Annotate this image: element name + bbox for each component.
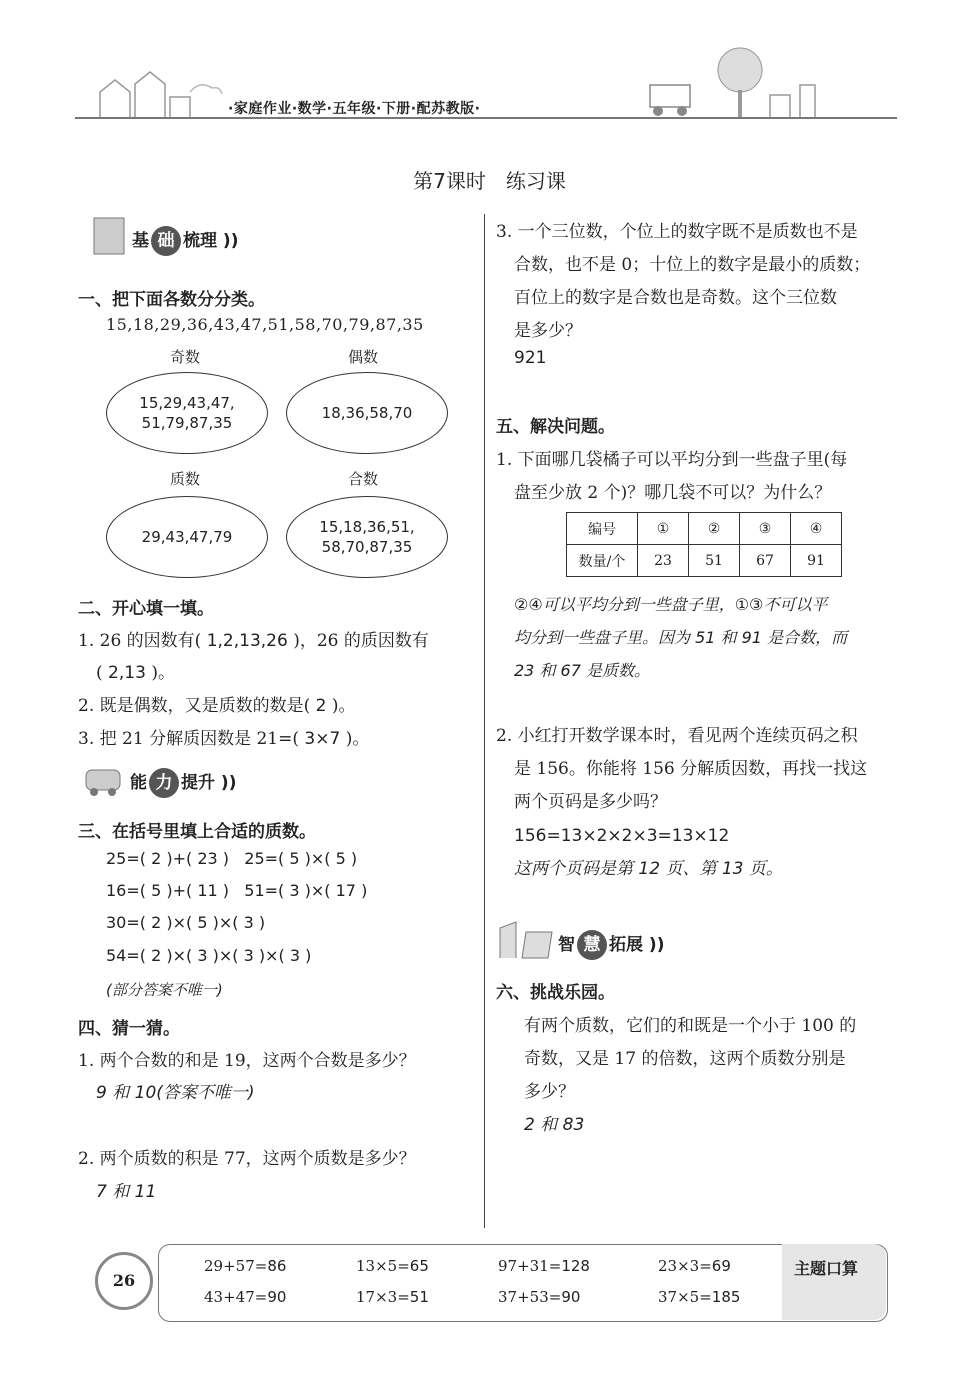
calc-2-4-a: 185 [711, 1288, 741, 1306]
s5-a2-line1: 156=13×2×2×3=13×12 [514, 826, 730, 846]
composite-label: 合数 [348, 470, 379, 488]
td-qty-label: 数量/个 [567, 545, 638, 577]
calc-1-1 [204, 1257, 286, 1275]
prime-label: 质数 [170, 470, 201, 488]
s2-q1-text-d: )。 [151, 663, 175, 683]
s3-row-2: 16=( 5 )+( 11 ) 51=( 3 )×( 17 ) [106, 881, 368, 900]
topic-title: 主题口算 [794, 1259, 859, 1278]
odd-oval: 15,29,43,47, 51,79,87,35 [106, 372, 268, 454]
s5-a1-line2: 均分到一些盘子里。因为 51 和 91 是合数，而 [514, 628, 848, 647]
calc-2-3-a: 90 [561, 1288, 581, 1306]
s2-q2-text-b: )。 [331, 696, 356, 716]
section-4-title: 四、猜一猜。 [78, 1019, 180, 1039]
s5-q2-line2: 是 156。你能将 156 分解质因数，再找一找这 [514, 759, 868, 779]
even-label: 偶数 [348, 348, 379, 366]
r3-q-line4: 是多少？ [514, 321, 582, 341]
banner-basic-icon [90, 214, 130, 258]
s5-q2 [496, 720, 867, 819]
s2-q1-line1 [78, 626, 429, 651]
banner-text-3: 能 [130, 773, 147, 793]
th-1: ① [638, 513, 689, 545]
s2-q1-answer2: 2,13 [108, 663, 146, 683]
calc-1-4-a: 69 [711, 1257, 731, 1275]
banner-text-4: 提升 [181, 773, 215, 793]
lesson-title: 第7课时 练习课 [413, 169, 566, 193]
s2-q1-answer: 1,2,13,26 [206, 631, 288, 651]
calc-2-1-q: 43+47= [204, 1288, 268, 1306]
section-3-title: 三、在括号里填上合适的质数。 [78, 822, 316, 842]
section-2-title: 二、开心填一填。 [78, 599, 214, 619]
s2-q3-text-a: 3. 把 21 分解质因数是 21=( [78, 729, 299, 749]
s2-q3 [78, 724, 369, 749]
calc-2-3 [498, 1288, 580, 1306]
r3-answer: 921 [514, 348, 547, 368]
odd-label: 奇数 [170, 348, 201, 366]
s5-a2 [514, 820, 783, 886]
s2-q2 [78, 691, 356, 716]
calc-1-2-q: 13×5= [356, 1257, 410, 1275]
prime-oval: 29,43,47,79 [106, 496, 268, 578]
column-divider [484, 214, 485, 1228]
calc-2-1-a: 90 [267, 1288, 287, 1306]
banner-text-1: 基 [132, 231, 149, 251]
banner-ability-icon [82, 760, 124, 800]
th-id: 编号 [567, 513, 638, 545]
s4-q2: 2. 两个质数的积是 77，这两个质数是多少？ [78, 1149, 416, 1169]
s2-q3-answer: 3×7 [304, 729, 341, 749]
r3-question [496, 216, 870, 348]
th-4: ④ [791, 513, 842, 545]
page-number: 26 [95, 1252, 153, 1310]
s6-question [524, 1010, 856, 1109]
calc-1-4-q: 23×3= [658, 1257, 712, 1275]
s5-a1-line3: 23 和 67 是质数。 [514, 661, 650, 680]
th-3: ③ [740, 513, 791, 545]
banner-wisdom: 智 慧 拓展 )) [496, 922, 696, 962]
calc-2-4-q: 37×5= [658, 1288, 712, 1306]
s2-q1-text-b: )，26 的质因数有 [293, 631, 429, 651]
topic-panel [782, 1244, 886, 1320]
td-qty-1: 23 [638, 545, 689, 577]
s5-q1 [496, 444, 847, 510]
header-title: ·家庭作业·数学·五年级·下册·配苏教版· [228, 101, 481, 117]
calc-1-3-a: 128 [561, 1257, 590, 1275]
section-5-title: 五、解决问题。 [496, 417, 615, 437]
calc-1-3 [498, 1257, 590, 1275]
s5-q2-line3: 两个页码是多少吗？ [514, 792, 667, 812]
s6-answer: 2 和 83 [524, 1115, 585, 1135]
s5-q2-line1: 2. 小红打开数学课本时，看见两个连续页码之积 [496, 726, 858, 746]
s2-q1-text-a: 1. 26 的因数有( [78, 631, 202, 651]
s6-q-line3: 多少？ [524, 1082, 575, 1102]
r3-q-line3: 百位上的数字是合数也是奇数。这个三位数 [514, 288, 837, 308]
header-illustration-right [630, 45, 850, 119]
banner-text-6: 拓展 [609, 935, 643, 955]
td-qty-2: 51 [689, 545, 740, 577]
even-oval: 18,36,58,70 [286, 372, 448, 454]
header-rule [75, 117, 897, 119]
s5-q1-line1: 1. 下面哪几袋橘子可以平均分到一些盘子里(每 [496, 450, 848, 470]
s5-a1 [514, 588, 847, 687]
number-list: 15,18,29,36,43,47,51,58,70,79,87,35 [106, 315, 424, 334]
header-illustration-left [95, 62, 225, 118]
banner-badge-3: 慧 [577, 930, 607, 960]
s6-q-line1: 有两个质数，它们的和既是一个小于 100 的 [524, 1016, 857, 1036]
section-1-title: 一、把下面各数分分类。 [78, 290, 265, 310]
th-2: ② [689, 513, 740, 545]
calc-2-1 [204, 1288, 286, 1306]
calc-1-2 [356, 1257, 429, 1275]
s5-q1-line2: 盘至少放 2 个)？哪几袋不可以？为什么？ [514, 483, 832, 503]
s4-q1: 1. 两个合数的和是 19，这两个合数是多少？ [78, 1051, 416, 1071]
banner-ability: 能 力 提升 )) [82, 760, 272, 800]
calc-1-1-q: 29+57= [204, 1257, 268, 1275]
td-qty-3: 67 [740, 545, 791, 577]
td-qty-4: 91 [791, 545, 842, 577]
composite-oval: 15,18,36,51, 58,70,87,35 [286, 496, 448, 578]
s4-a2: 7 和 11 [96, 1182, 157, 1202]
calc-1-4 [658, 1257, 731, 1275]
banner-basic: 基 础 梳理 )) [90, 218, 270, 258]
s2-q2-answer: 2 [315, 696, 327, 716]
calc-2-2 [356, 1288, 429, 1306]
s5-a1-line1: ②④可以平均分到一些盘子里，①③不可以平 [514, 595, 828, 614]
s3-row-3: 30=( 2 )×( 5 )×( 3 ) [106, 913, 266, 932]
banner-text-2: 梳理 [183, 231, 217, 251]
orange-table [566, 512, 842, 577]
s3-row-1: 25=( 2 )+( 23 ) 25=( 5 )×( 5 ) [106, 849, 358, 868]
s6-q-line2: 奇数，又是 17 的倍数，这两个质数分别是 [524, 1049, 846, 1069]
calc-2-2-a: 51 [409, 1288, 429, 1306]
s2-q1-line2 [96, 658, 175, 683]
s5-a2-line2: 这两个页码是第 12 页、第 13 页。 [514, 859, 783, 879]
s2-q3-text-b: )。 [345, 729, 370, 749]
s2-q2-text-a: 2. 既是偶数，又是质数的数是( [78, 696, 311, 716]
s3-row-4: 54=( 2 )×( 3 )×( 3 )×( 3 ) [106, 946, 312, 965]
calc-1-3-q: 97+31= [498, 1257, 562, 1275]
calc-1-1-a: 86 [267, 1257, 287, 1275]
calc-2-4 [658, 1288, 740, 1306]
banner-badge-1: 础 [151, 226, 181, 256]
s4-a1: 9 和 10(答案不唯一) [96, 1083, 255, 1103]
footer-box [158, 1244, 888, 1322]
banner-badge-2: 力 [149, 768, 179, 798]
calc-2-2-q: 17×3= [356, 1288, 410, 1306]
calc-1-2-a: 65 [409, 1257, 429, 1275]
r3-q-line1: 3. 一个三位数，个位上的数字既不是质数也不是 [496, 222, 858, 242]
s3-note: (部分答案不唯一) [106, 981, 223, 999]
calc-2-3-q: 37+53= [498, 1288, 562, 1306]
r3-q-line2: 合数，也不是 0；十位上的数字是最小的质数； [514, 255, 871, 275]
section-6-title: 六、挑战乐园。 [496, 983, 615, 1003]
banner-text-5: 智 [558, 935, 575, 955]
s2-q1-text-c: ( [96, 663, 103, 683]
banner-wisdom-icon [496, 918, 556, 962]
